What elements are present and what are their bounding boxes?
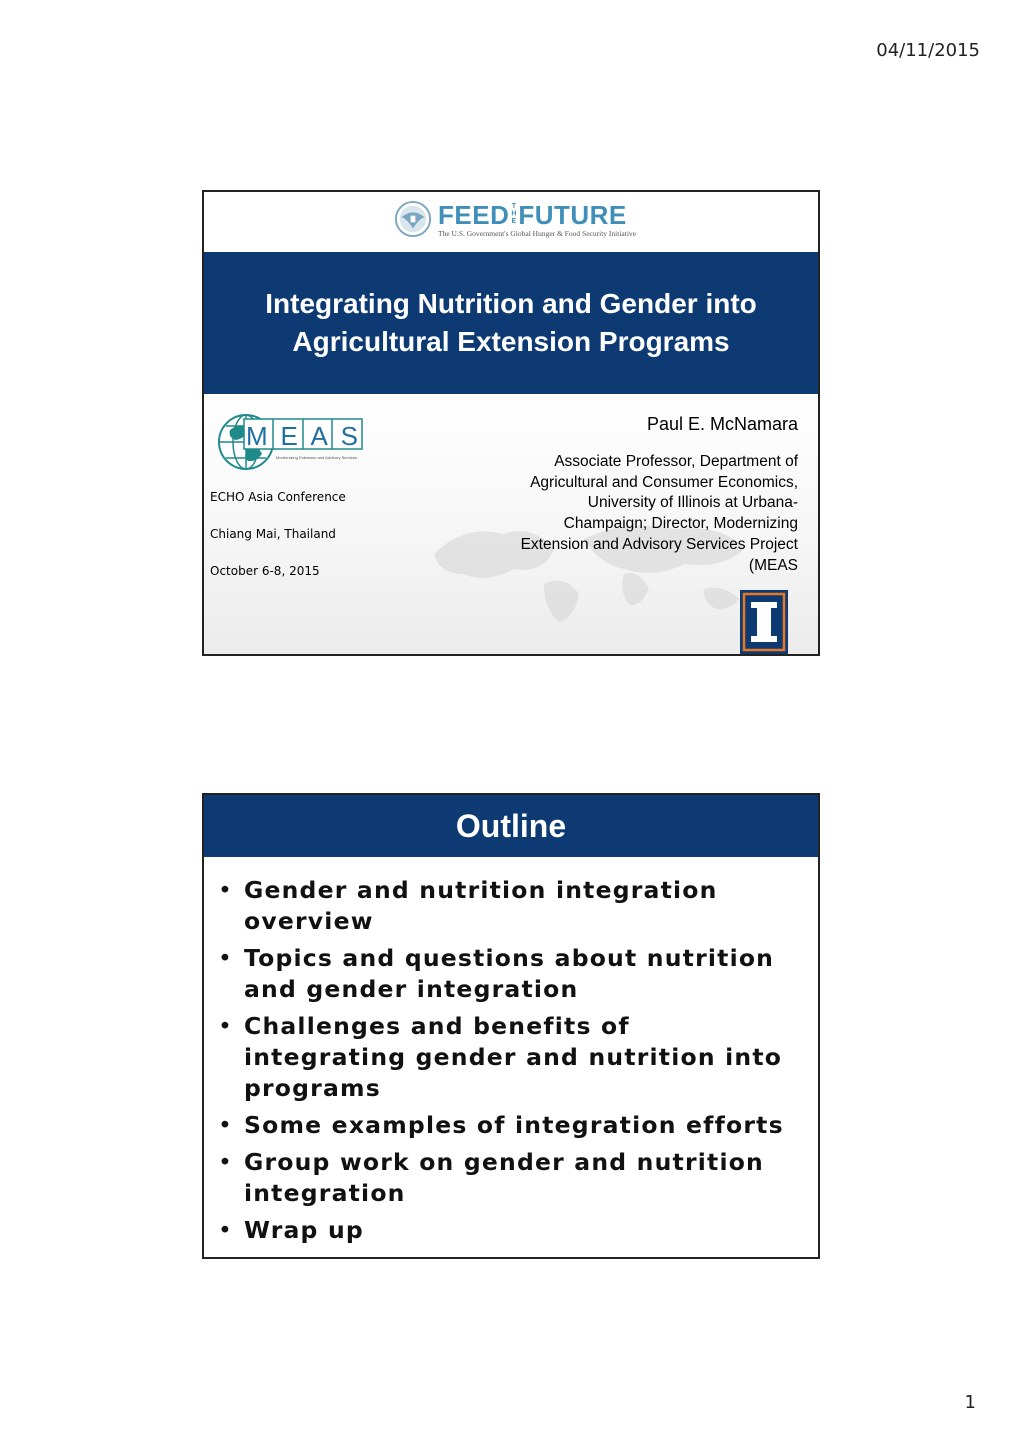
list-item: • Wrap up bbox=[218, 1216, 364, 1244]
bullet-icon: • bbox=[218, 1148, 234, 1176]
list-item: • Group work on gender and nutrition integration bbox=[218, 1148, 764, 1207]
logo-tagline: The U.S. Government's Global Hunger & Food Security Initiative bbox=[438, 228, 636, 238]
svg-text:MEAS: MEAS bbox=[246, 421, 358, 451]
feed-the-future-logo bbox=[394, 200, 636, 238]
conference-name: ECHO Asia Conference bbox=[210, 490, 346, 504]
title-band bbox=[204, 252, 818, 394]
logo-word-the: THE bbox=[510, 203, 518, 226]
list-item: • Topics and questions about nutrition and gender integration bbox=[218, 944, 775, 1003]
meas-logo bbox=[216, 412, 366, 472]
title-slide bbox=[202, 190, 820, 656]
author-bio: Associate Professor, Department of Agricultural and Consumer Economics, University of Illinois at Urbana-Champaign; Director, Modernizing Extension and Advisory Services Project (MEAS bbox=[520, 453, 798, 574]
conference-location: Chiang Mai, Thailand bbox=[210, 527, 336, 541]
slide-title: Integrating Nutrition and Gender into Agricultural Extension Programs bbox=[265, 288, 757, 357]
page-number: 1 bbox=[964, 1392, 976, 1413]
conference-dates: October 6-8, 2015 bbox=[210, 564, 320, 578]
bullet-icon: • bbox=[218, 1012, 234, 1040]
university-of-illinois-logo bbox=[740, 590, 788, 654]
bullet-icon: • bbox=[218, 1111, 234, 1139]
conference-info bbox=[210, 490, 346, 601]
svg-text:Modernizing Extension and Advi: Modernizing Extension and Advisory Services bbox=[276, 455, 357, 460]
us-seal-icon bbox=[394, 200, 432, 238]
list-item: • Gender and nutrition integration overview bbox=[218, 876, 718, 935]
slide-header bbox=[204, 192, 818, 252]
page-date: 04/11/2015 bbox=[876, 40, 980, 61]
bullet-icon: • bbox=[218, 876, 234, 904]
outline-title-band bbox=[204, 795, 818, 857]
outline-list bbox=[204, 857, 818, 1246]
bullet-icon: • bbox=[218, 944, 234, 972]
slide-footer-area bbox=[204, 394, 818, 656]
list-item: • Some examples of integration efforts bbox=[218, 1111, 784, 1139]
bullet-icon: • bbox=[218, 1216, 234, 1244]
outline-title: Outline bbox=[455, 807, 567, 844]
author-name: Paul E. McNamara bbox=[646, 414, 798, 434]
logo-word-right: FUTURE bbox=[518, 199, 627, 230]
list-item: • Challenges and benefits of integrating gender and nutrition into programs bbox=[218, 1012, 783, 1102]
logo-word-left: FEED bbox=[438, 199, 510, 230]
outline-slide bbox=[202, 793, 820, 1259]
